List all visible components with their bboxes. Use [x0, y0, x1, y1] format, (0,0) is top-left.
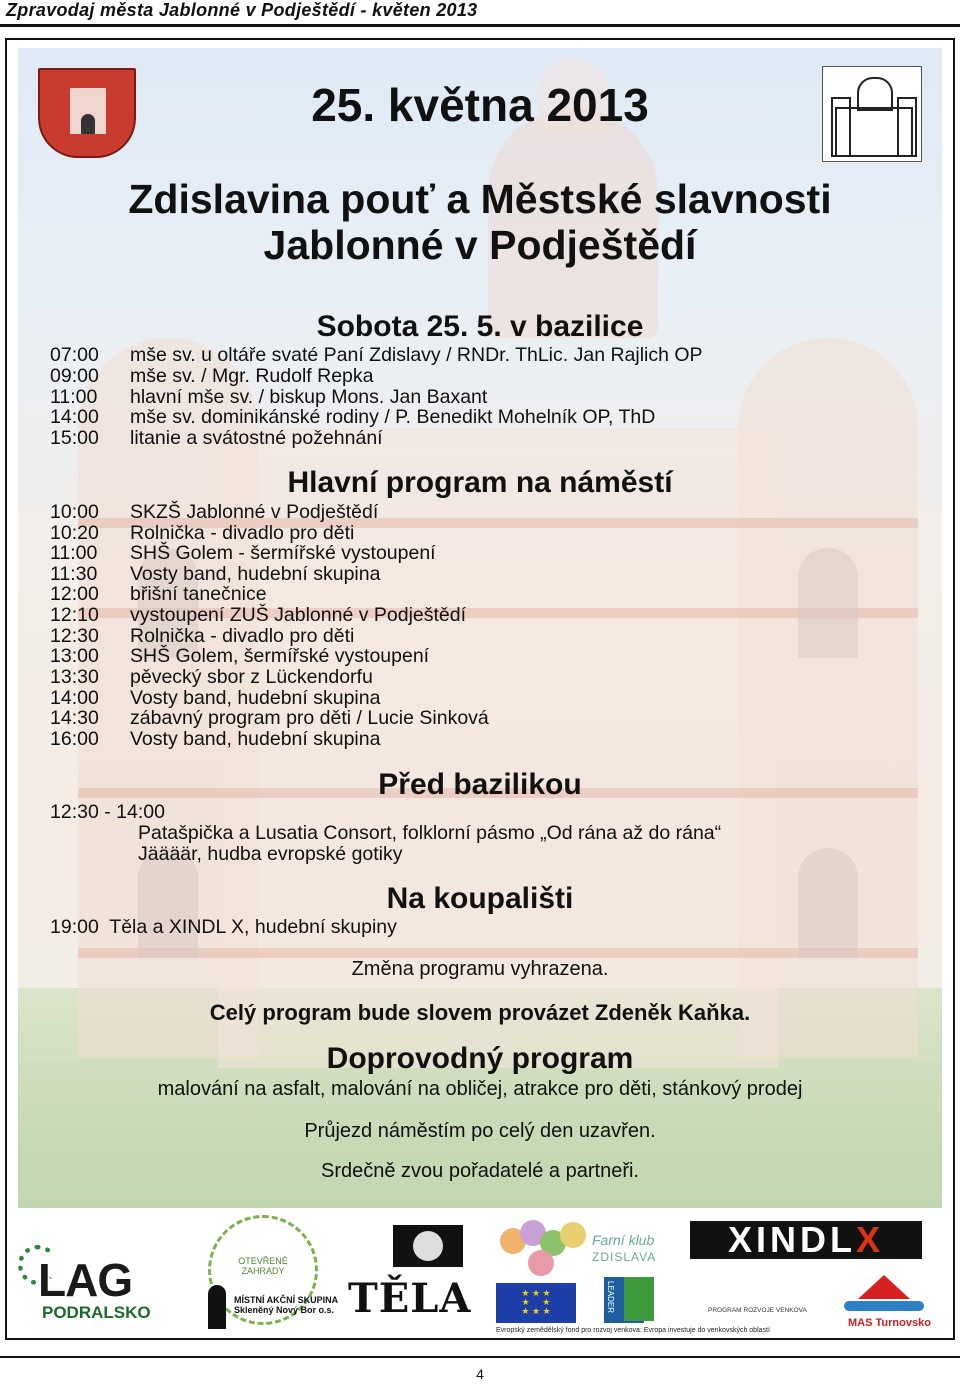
xindl-x: X	[855, 1219, 884, 1260]
newsletter-title: Zpravodaj města Jablonné v Podještědí - květen 2013	[6, 0, 478, 20]
background-cornice	[78, 948, 918, 958]
face-icon	[560, 1222, 586, 1248]
row-text: hlavní mše sv. / biskup Mons. Jan Baxant	[130, 386, 488, 408]
row-text: mše sv. / Mgr. Rudolf Repka	[130, 365, 374, 387]
row-text: břišní tanečnice	[130, 583, 267, 605]
event-date: 25. května 2013	[311, 79, 649, 131]
pool-time: 19:00	[50, 916, 99, 938]
saturday-heading: Sobota 25. 5. v bazilice	[316, 310, 644, 343]
schedule-row	[50, 542, 436, 565]
invite-note: Srdečně zvou pořadatelé a partneři.	[321, 1160, 639, 1182]
row-time: 14:00	[50, 687, 99, 709]
row-text: Vosty band, hudební skupina	[130, 728, 381, 750]
lag-subtitle: PODRALSKO	[42, 1303, 151, 1322]
newsletter-header	[0, 0, 960, 24]
schedule-row	[50, 406, 655, 429]
row-time: 15:00	[50, 427, 99, 449]
eu-flag-icon	[496, 1283, 576, 1323]
xindl-x-logo	[690, 1221, 922, 1259]
leopard-face	[413, 1231, 443, 1261]
lag-word: LAG	[38, 1254, 133, 1306]
row-time: 11:00	[50, 542, 98, 564]
row-text: pěvecký sbor z Lückendorfu	[130, 666, 373, 688]
row-time: 14:30	[50, 707, 99, 729]
pool-row	[50, 916, 397, 939]
row-text: zábavný program pro děti / Lucie Sinková	[130, 707, 489, 729]
change-note: Změna programu vyhrazena.	[351, 958, 609, 980]
row-time: 10:20	[50, 522, 99, 544]
pool-heading: Na koupališti	[386, 882, 574, 915]
row-time: 09:00	[50, 365, 99, 387]
page-number: 4	[476, 1366, 484, 1382]
mas-turnovsko-logo	[844, 1275, 934, 1331]
schedule-row	[50, 645, 429, 668]
row-time: 13:30	[50, 666, 99, 688]
face-icon	[528, 1250, 554, 1276]
event-title-line2: Jablonné v Podještědí	[263, 222, 697, 268]
front-heading: Před bazilikou	[378, 768, 582, 801]
event-poster	[18, 48, 942, 1208]
row-text: Vosty band, hudební skupina	[130, 563, 381, 585]
row-text: SKZŠ Jablonné v Podještědí	[130, 501, 379, 523]
row-text: vystoupení ZUŠ Jablonné v Podještědí	[130, 604, 467, 626]
tela-logo: TĚLA	[348, 1275, 472, 1322]
event-title-line1: Zdislavina pouť a Městské slavnosti	[128, 176, 832, 222]
stars-icon: ★ ★ ★ ★ ★ ★ ★ ★	[521, 1288, 551, 1316]
xindl-word: XINDL	[727, 1219, 856, 1260]
background-window	[798, 548, 858, 658]
row-text: Vosty band, hudební skupina	[130, 687, 381, 709]
schedule-row	[50, 604, 466, 627]
glassblower-icon	[208, 1285, 226, 1329]
pool-text: Těla a XINDL X, hudební skupiny	[109, 916, 397, 938]
leader-text: LEADER	[606, 1281, 615, 1314]
leaf-icon	[624, 1277, 654, 1321]
leopard-logo-icon	[393, 1225, 463, 1267]
accompanying-heading: Doprovodný program	[326, 1042, 634, 1075]
row-time: 10:00	[50, 501, 99, 523]
row-text: Rolnička - divadlo pro děti	[130, 625, 355, 647]
wave-icon	[844, 1301, 924, 1311]
front-time: 12:30 - 14:00	[50, 801, 165, 823]
prv-caption: PROGRAM ROZVOJE VENKOVA	[708, 1307, 807, 1314]
footer-rule	[0, 1356, 960, 1358]
mas-turnovsko-text: MAS Turnovsko	[848, 1317, 931, 1329]
closure-note: Průjezd náměstím po celý den uzavřen.	[304, 1120, 656, 1142]
row-time: 07:00	[50, 344, 99, 366]
partner-logos	[18, 1215, 942, 1335]
row-time: 11:30	[50, 563, 98, 585]
open-gardens-text: OTEVŘENÉ ZAHRADY	[238, 1256, 288, 1276]
schedule-row	[50, 344, 703, 367]
schedule-row	[50, 666, 373, 689]
farni-title: Farní klub	[592, 1232, 655, 1248]
row-text: SHŠ Golem - šermířské vystoupení	[130, 542, 436, 564]
front-line2: Jäääär, hudba evropské gotiky	[138, 843, 403, 865]
house-icon	[858, 1275, 910, 1299]
schedule-row	[50, 707, 489, 730]
schedule-row	[50, 501, 378, 524]
eu-fund-caption: Evropský zemědělský fond pro rozvoj venkova: Evropa investuje do venkovských oblastí	[496, 1327, 770, 1334]
row-text: litanie a svátostné požehnání	[130, 427, 383, 449]
lag-podralsko-logo	[18, 1245, 188, 1322]
farni-subtitle: ZDISLAVA	[592, 1250, 657, 1264]
row-time: 16:00	[50, 728, 99, 750]
header-rule	[0, 24, 960, 27]
row-time: 12:10	[50, 604, 99, 626]
host-note: Celý program bude slovem provázet Zdeněk Kaňka.	[209, 1000, 751, 1025]
schedule-row	[50, 583, 267, 606]
schedule-row	[50, 365, 373, 388]
row-time: 14:00	[50, 406, 99, 428]
main-program-heading: Hlavní program na náměstí	[287, 466, 673, 499]
mas-text: MÍSTNÍ AKČNÍ SKUPINA Skleněný Nový Bor o.s.	[234, 1295, 338, 1315]
front-line1: Patašpička a Lusatia Consort, folklorní pásmo „Od rána až do rána“	[138, 822, 722, 844]
row-text: SHŠ Golem, šermířské vystoupení	[130, 645, 430, 667]
schedule-row	[50, 728, 380, 751]
row-time: 12:00	[50, 583, 99, 605]
accompanying-text: malování na asfalt, malování na obličej, atrakce pro děti, stánkový prodej	[157, 1078, 803, 1100]
row-time: 13:00	[50, 645, 99, 667]
row-time: 12:30	[50, 625, 99, 647]
row-time: 11:00	[50, 386, 98, 408]
farni-klub-logo	[500, 1220, 700, 1280]
row-text: mše sv. u oltáře svaté Paní Zdislavy / RNDr. ThLic. Jan Rajlich OP	[130, 344, 703, 366]
row-text: Rolnička - divadlo pro děti	[130, 522, 355, 544]
schedule-row	[50, 427, 383, 450]
row-text: mše sv. dominikánské rodiny / P. Benedikt Mohelník OP, ThD	[130, 406, 656, 428]
faces-icon	[500, 1220, 588, 1280]
mas-novy-bor-logo	[208, 1285, 358, 1329]
